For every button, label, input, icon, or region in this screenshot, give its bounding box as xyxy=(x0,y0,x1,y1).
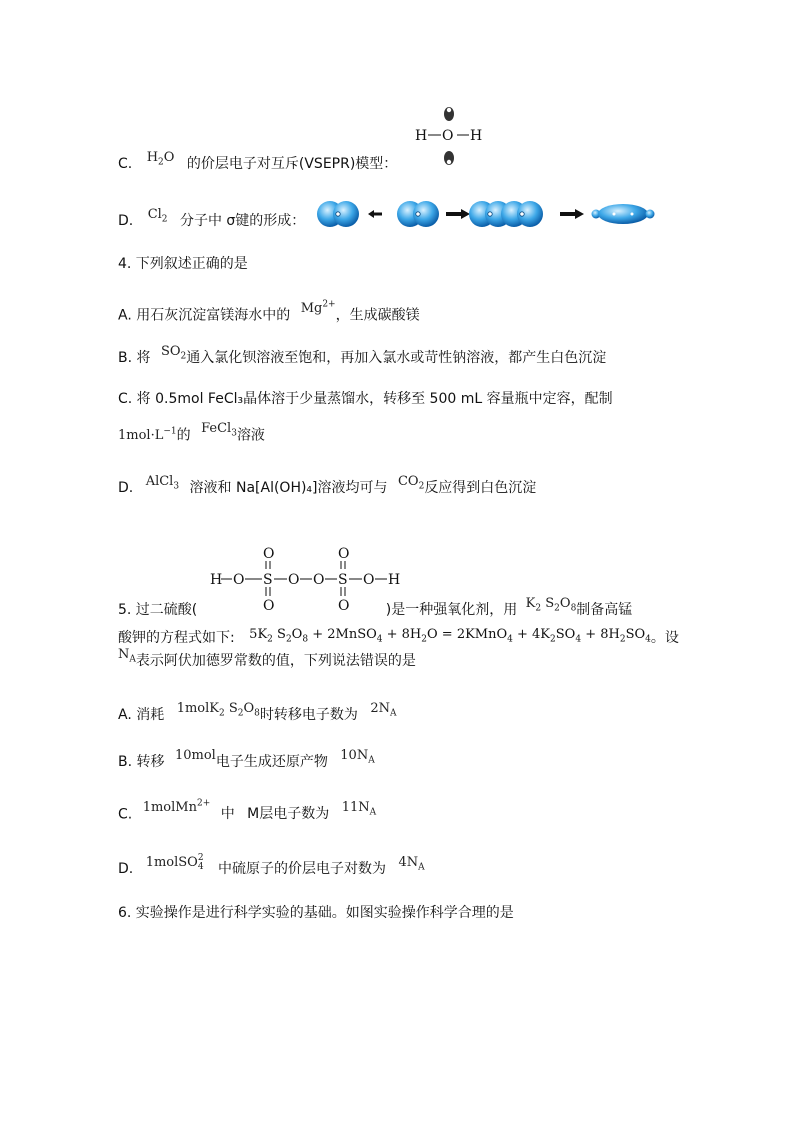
q3-option-d xyxy=(118,207,306,236)
svg-text:H: H xyxy=(388,572,401,588)
q4-option-c-line1: C. 将 0.5mol FeCl₃晶体溶于少量蒸馏水，转移至 500 mL 容量瓶中定容，配制 xyxy=(118,391,613,407)
q3-option-c xyxy=(118,150,398,179)
svg-text:O: O xyxy=(313,572,325,588)
svg-text:O: O xyxy=(288,572,300,588)
q5-option-a: A. 消耗 1molK$_2$ $S_2O_8$时转移电子数为 $2N_A$ xyxy=(118,701,397,723)
svg-text:O: O xyxy=(363,572,375,588)
cl2-sigma-bond-diagram xyxy=(316,199,661,229)
h-atom-right: H xyxy=(470,128,483,144)
q4-option-d: D. AlCl$_3$ 溶液和 Na[Al(OH)₄]溶液均可与 $CO_2$反应得到白色沉淀 xyxy=(118,474,537,496)
option-label: C. xyxy=(118,156,133,172)
q5-option-c: C. 1molMn$^{2+}$ 中 M层电子数为 $11N_A$ xyxy=(118,799,377,823)
q5-stem-line1: 5. 过二硫酸( )是一种强氧化剂，用 $K_2$ $S_2O_8$制备高锰 xyxy=(118,596,633,618)
q4-stem: 4. 下列叙述正确的是 xyxy=(118,256,248,272)
q4-option-a: A. 用石灰沉淀富镁海水中的 $Mg^{2+}$，生成碳酸镁 xyxy=(118,300,420,324)
reaction-equation: $5K_2$ $S_2O_8$ + 2MnSO$_4$ + $8H_2O$ = 2KMnO$_4$ + $4K_2SO_4 + 8H_2SO_4$ xyxy=(249,627,651,645)
h-atom-left: H xyxy=(415,128,428,144)
svg-text:S: S xyxy=(263,572,273,588)
q4-option-c-line2: $1mol\cdot L^{-1}$的 FeCl$_3$溶液 xyxy=(118,421,265,444)
h2o-vsepr-diagram xyxy=(405,100,495,172)
svg-text:O: O xyxy=(263,598,275,614)
q5-stem-line3: $N_A$表示阿伏加德罗常数的值，下列说法错误的是 xyxy=(118,647,416,669)
q6-stem: 6. 实验操作是进行科学实验的基础。如图实验操作科学合理的是 xyxy=(118,905,514,921)
svg-text:O: O xyxy=(233,572,245,588)
svg-text:O: O xyxy=(338,546,350,562)
q4-option-b: B. 将 $SO_2$通入氯化钡溶液至饱和，再加入氯水或苛性钠溶液，都产生白色沉淀 xyxy=(118,344,607,366)
svg-text:H: H xyxy=(210,572,223,588)
q5-option-b: B. 转移 10mol电子生成还原产物 $10N_A$ xyxy=(118,748,375,770)
svg-text:O: O xyxy=(338,598,350,614)
q5-stem-line2: 酸钾的方程式如下: $5K_2$ $S_2O_8$ + 2MnSO$_4$ + $8H_2O$ = 2KMnO$_4$ + $4K_2SO_4 + 8H_2SO_4$。设 xyxy=(118,627,679,646)
svg-text:S: S xyxy=(338,572,348,588)
svg-text:O: O xyxy=(263,546,275,562)
formula: $Cl_2$ xyxy=(147,207,168,225)
option-text: 分子中 σ键的形成： xyxy=(179,213,306,229)
q5-option-d: D. 1molSO 2 4 中硫原子的价层电子对数为 $4N_A$ xyxy=(118,852,425,877)
option-label: D. xyxy=(118,213,134,229)
option-text: 的价层电子对互斥(VSEPR)模型： xyxy=(186,156,398,172)
formula: $H_2O$ xyxy=(146,150,175,168)
o-atom: O xyxy=(442,128,454,144)
